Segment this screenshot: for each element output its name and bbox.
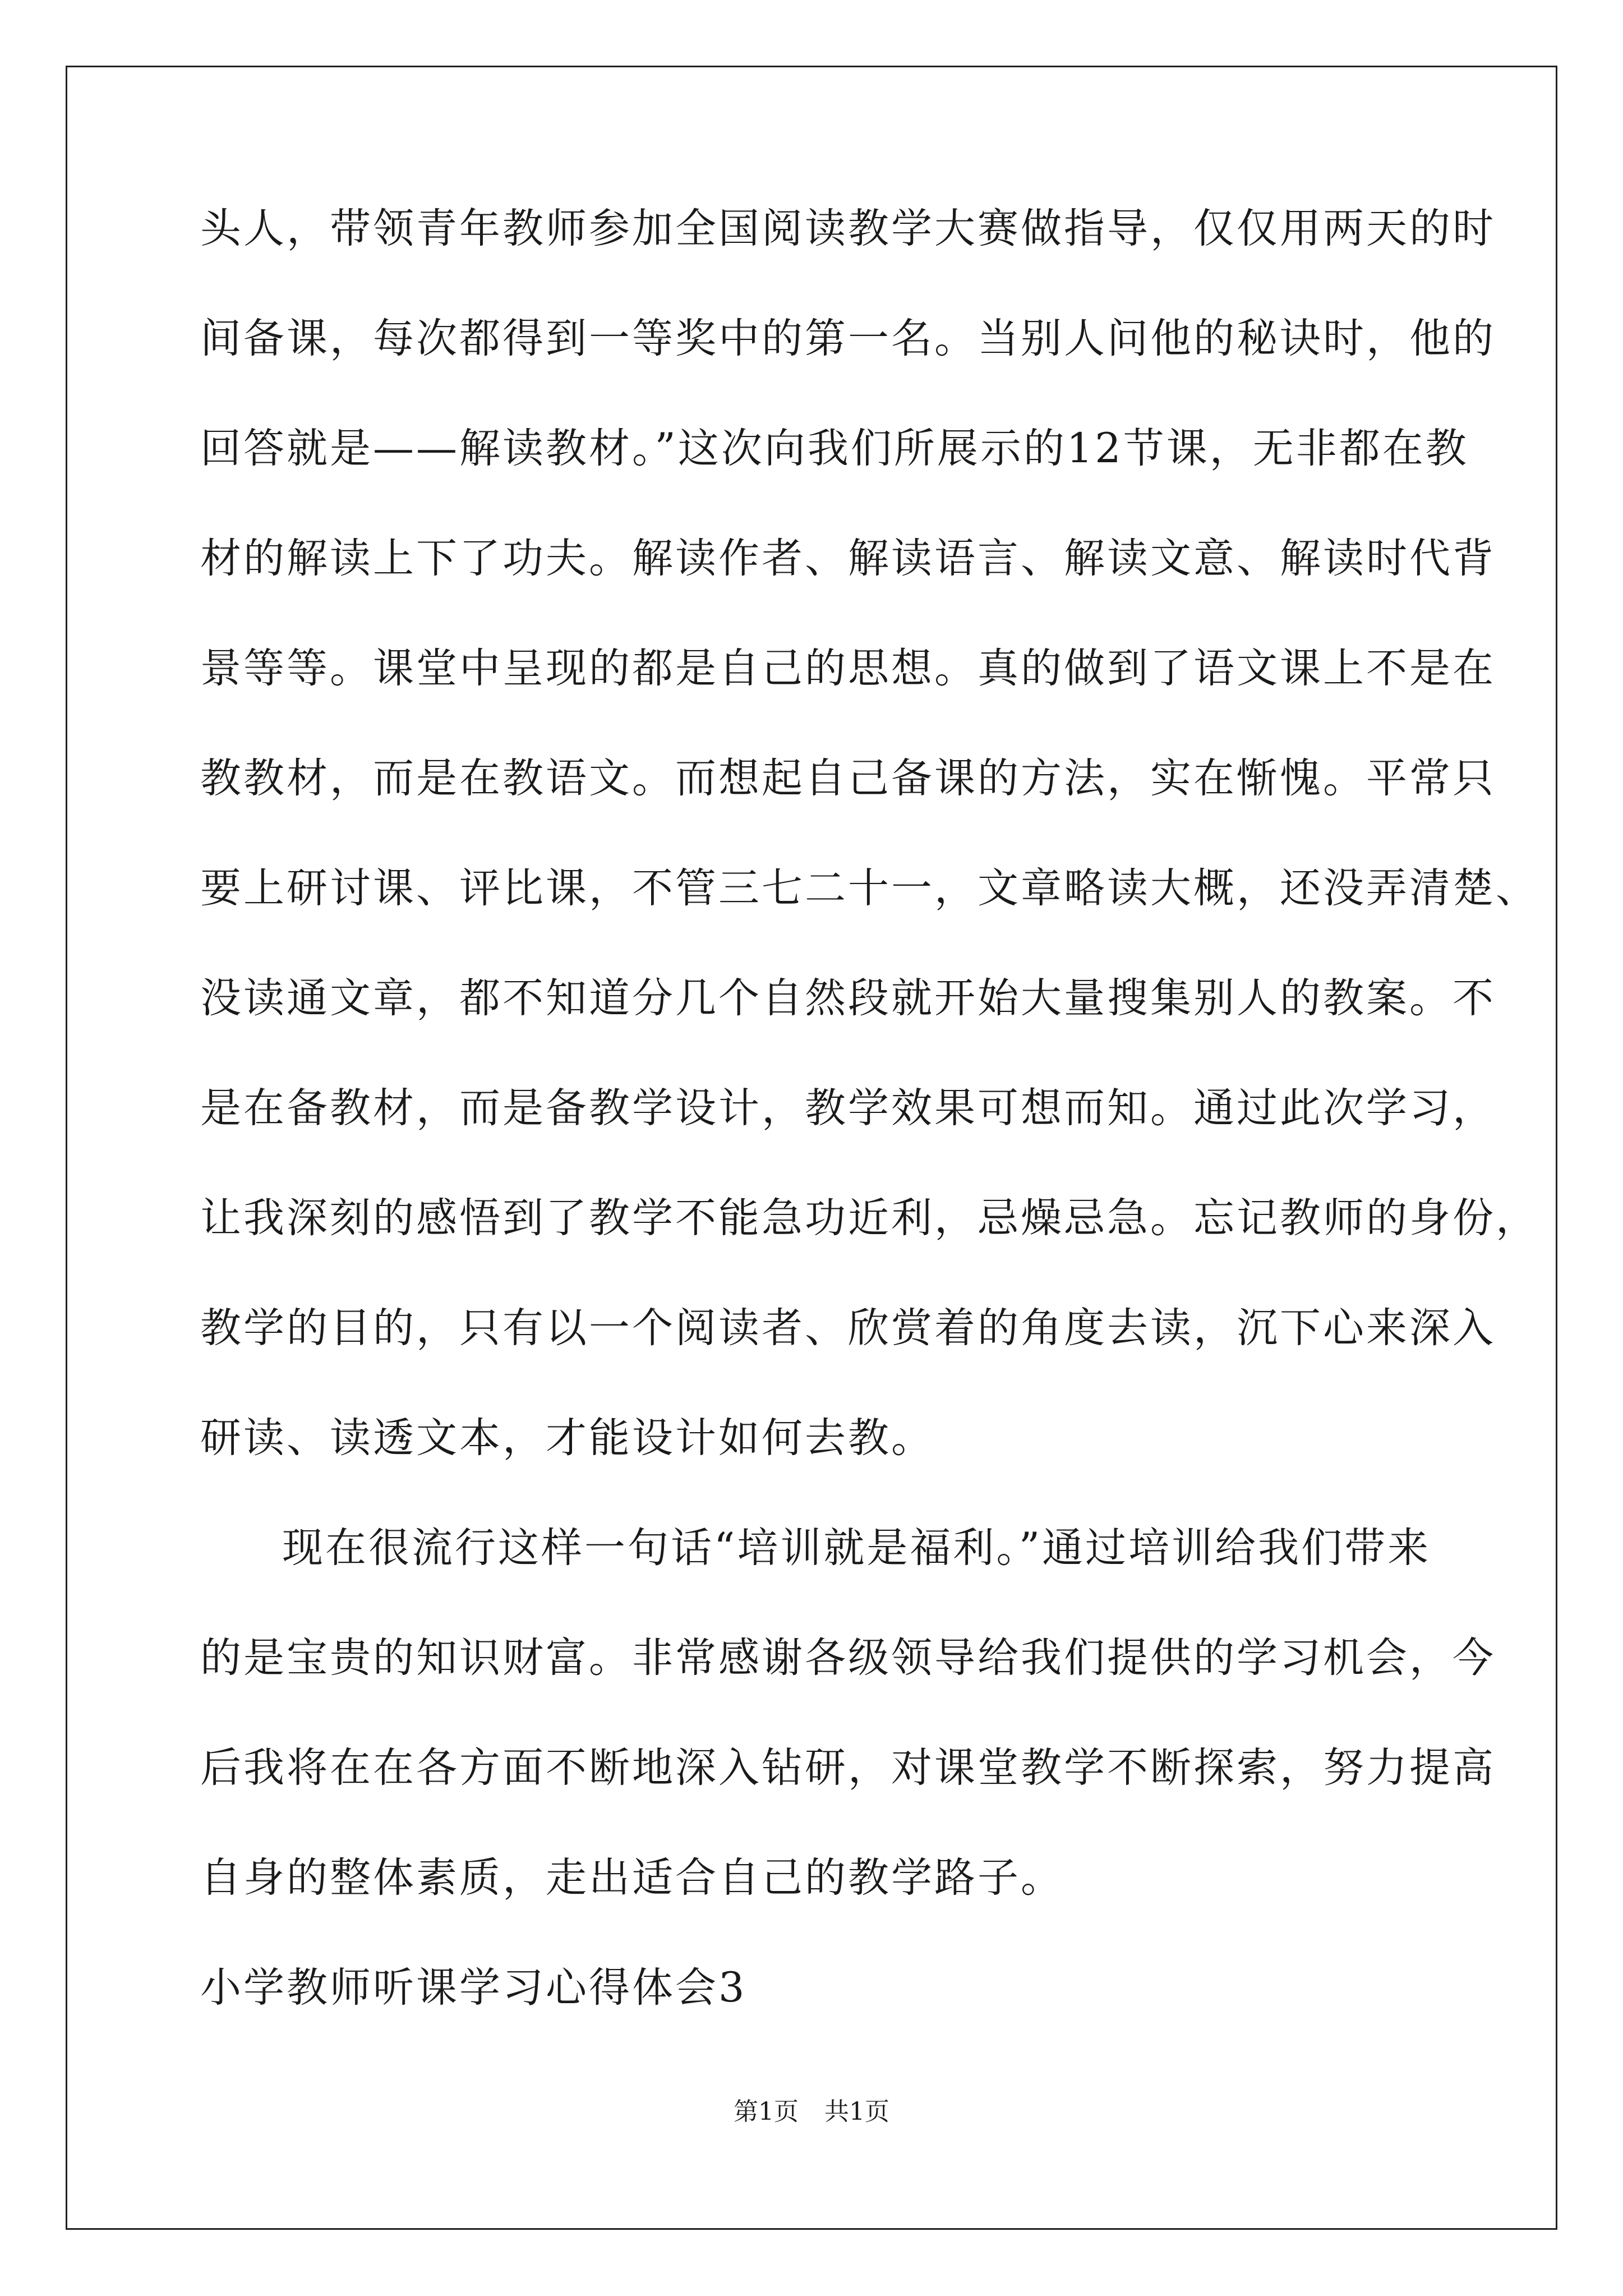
paragraph-line: 现在很流行这样一句话“培训就是福利。”通过培训给我们带来	[282, 1524, 1431, 1572]
paragraph-line: 间备课，每次都得到一等奖中的第一名。当别人问他的秘诀时，他的	[200, 315, 1496, 362]
paragraph-line: 要上研讨课、评比课，不管三七二十一，文章略读大概，还没弄清楚、	[200, 864, 1539, 912]
paragraph-line: 头人，带领青年教师参加全国阅读教学大赛做指导，仅仅用两天的时	[200, 205, 1496, 252]
paragraph-line: 教教材，而是在教语文。而想起自己备课的方法，实在惭愧。平常只	[200, 754, 1496, 802]
paragraph-line: 教学的目的，只有以一个阅读者、欣赏着的角度去读，沉下心来深入	[200, 1304, 1496, 1352]
paragraph-line: 回答就是——解读教材。”这次向我们所展示的12节课，无非都在教	[200, 425, 1469, 472]
paragraph-line: 是在备教材，而是备教学设计，教学效果可想而知。通过此次学习，	[200, 1084, 1496, 1132]
paragraph-line: 景等等。课堂中呈现的都是自己的思想。真的做到了语文课上不是在	[200, 645, 1496, 692]
paragraph-line: 的是宝贵的知识财富。非常感谢各级领导给我们提供的学习机会，今	[200, 1634, 1496, 1682]
paragraph-line: 让我深刻的感悟到了教学不能急功近利，忌燥忌急。忘记教师的身份，	[200, 1194, 1539, 1242]
page-number: 第1页	[734, 2097, 799, 2126]
page-border	[66, 66, 1557, 2230]
paragraph-line: 研读、读透文本，才能设计如何去教。	[200, 1414, 934, 1462]
page-footer	[0, 2095, 1623, 2129]
paragraph-line: 后我将在在各方面不断地深入钻研，对课堂教学不断探索，努力提高	[200, 1744, 1496, 1792]
paragraph-line: 自身的整体素质，走出适合自己的教学路子。	[200, 1854, 1064, 1902]
paragraph-line: 没读通文章，都不知道分几个自然段就开始大量搜集别人的教案。不	[200, 974, 1496, 1022]
paragraph-line: 材的解读上下了功夫。解读作者、解读语言、解读文意、解读时代背	[200, 535, 1496, 582]
page-total: 共1页	[824, 2097, 889, 2126]
section-heading: 小学教师听课学习心得体会3	[200, 1964, 747, 2012]
